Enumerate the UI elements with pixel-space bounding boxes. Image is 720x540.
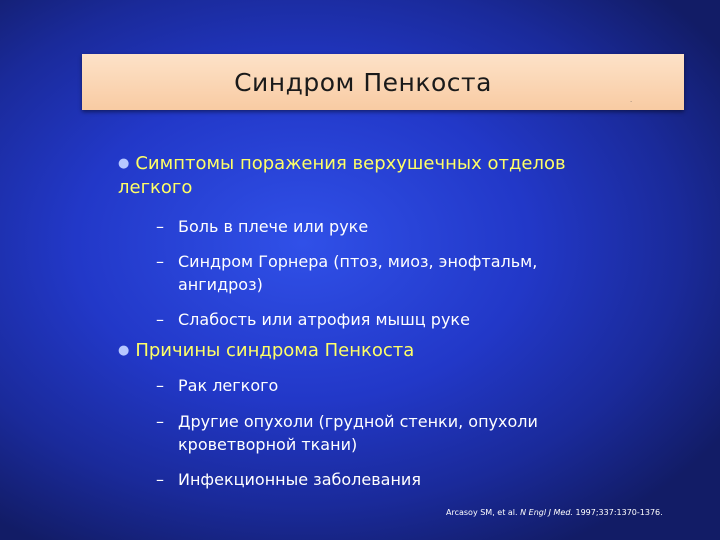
list-item: – Рак легкого [156,376,279,395]
list-item: – Инфекционные заболевания [156,470,421,489]
dash-icon: – [156,376,164,395]
bullet-dot-icon: ● [118,343,130,358]
citation: Arcasoy SM, et al. N Engl J Med. 1997;337:1370-1376. [446,508,663,517]
slide-title: Синдром Пенкоста [234,67,492,97]
section-heading-causes: ● Причины синдрома Пенкоста [118,340,415,361]
list-item: – Боль в плече или руке [156,217,369,236]
list-item: – Другие опухоли (грудной стенки, опухоли кроветворной ткани) [156,412,538,454]
dash-icon: – [156,310,164,329]
list-item: – Слабость или атрофия мышц руке [156,310,470,329]
dash-icon: – [156,217,164,236]
dash-icon: – [156,412,164,431]
list-item: – Синдром Горнера (птоз, миоз, энофтальм, ангидроз) [156,252,538,294]
section-heading-symptoms-cont: легкого [118,177,193,198]
dash-icon: – [156,252,164,271]
bullet-dot-icon: ● [118,156,130,171]
title-mark: . [630,97,632,104]
section-heading-symptoms: ● Симптомы поражения верхушечных отделов [118,153,566,174]
dash-icon: – [156,470,164,489]
title-box [82,54,684,110]
